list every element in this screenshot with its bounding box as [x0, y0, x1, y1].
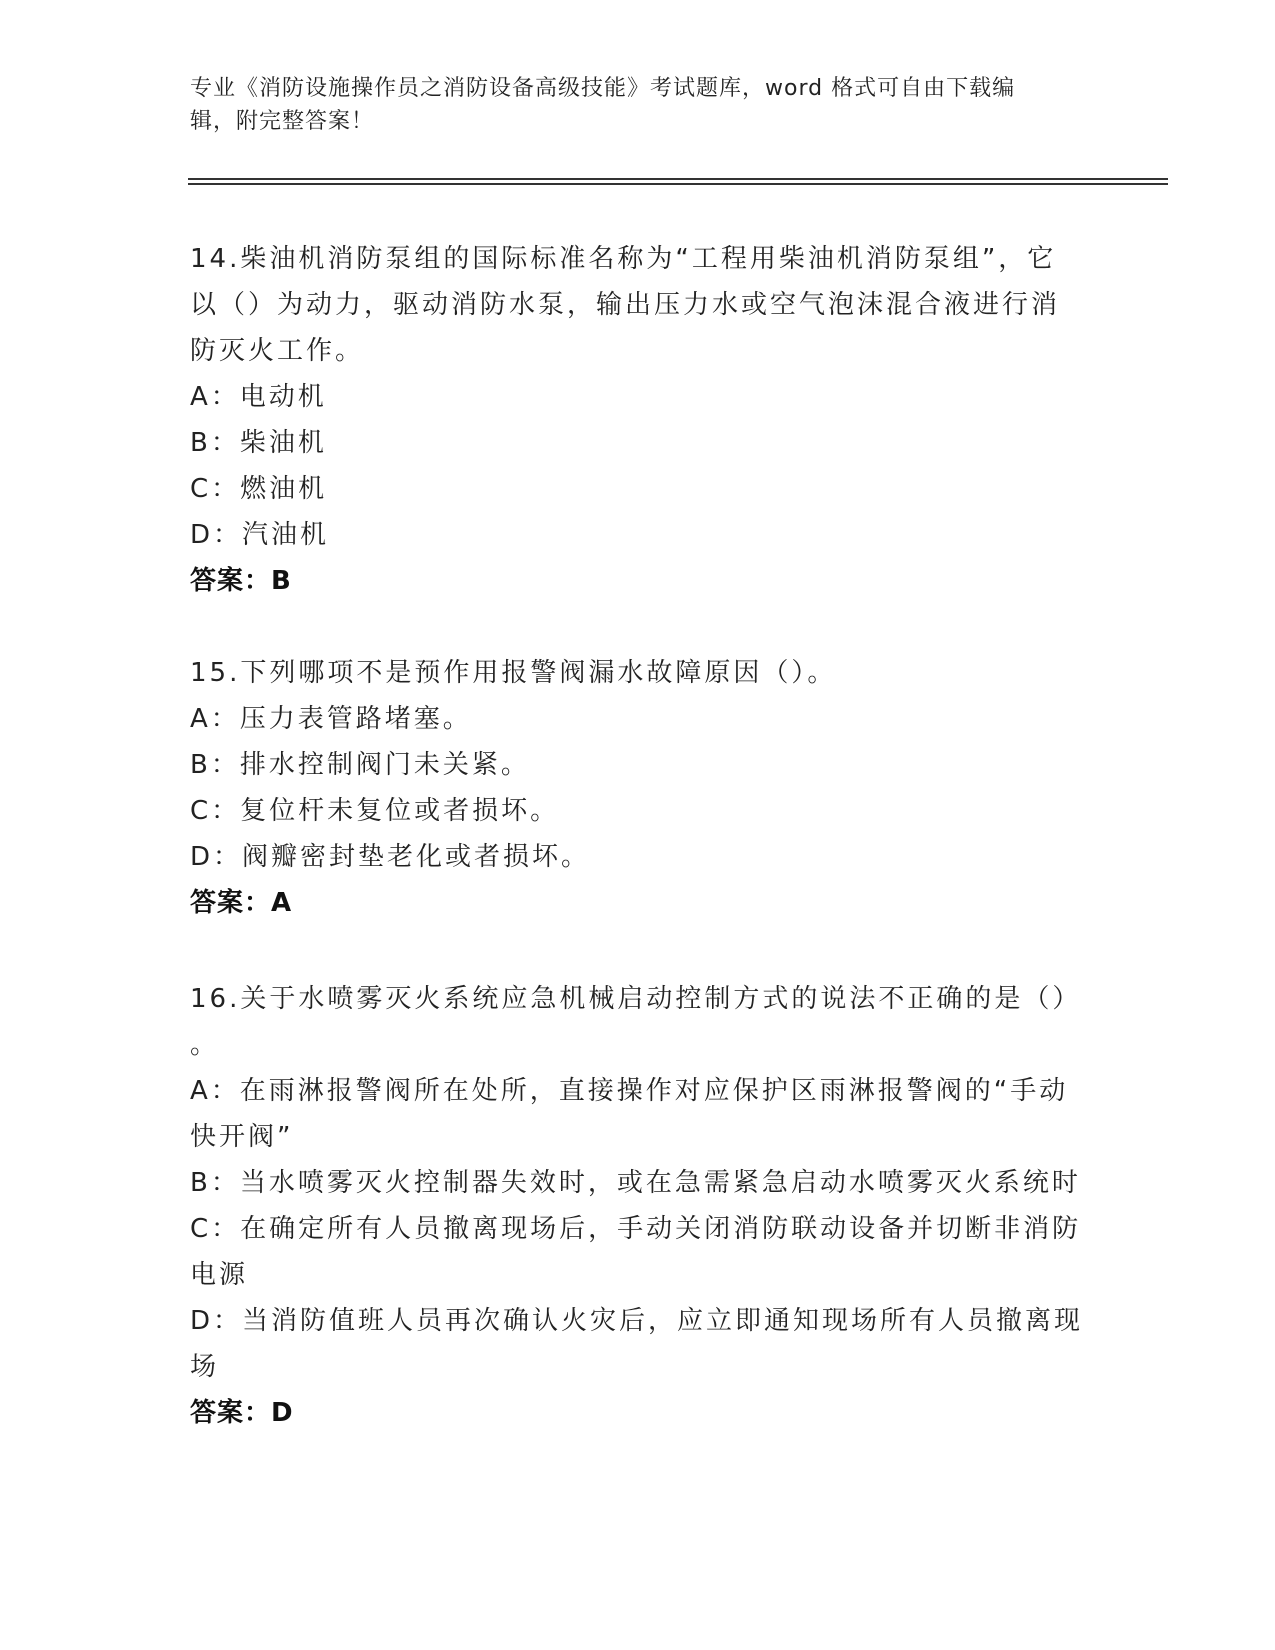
question-15: [190, 650, 1090, 926]
header-divider-top: [188, 178, 1168, 180]
header-line-2: 辑，附完整答案！: [190, 109, 375, 134]
option-b: B：柴油机: [190, 428, 327, 458]
option-d: D：当消防值班人员再次确认火灾后，应立即通知现场所有人员撤离现: [190, 1306, 1084, 1336]
option-c: C：复位杆未复位或者损坏。: [190, 796, 560, 826]
question-16: [190, 976, 1090, 1436]
option-a: A：在雨淋报警阀所在处所，直接操作对应保护区雨淋报警阀的“手动: [190, 1076, 1069, 1106]
option-a-continued: 快开阀”: [190, 1122, 294, 1152]
option-c: C：在确定所有人员撤离现场后，手动关闭消防联动设备并切断非消防: [190, 1214, 1082, 1244]
header-line-1: 专业《消防设施操作员之消防设备高级技能》考试题库，word 格式可自由下载编: [190, 76, 1016, 101]
question-text-line: 。: [190, 1030, 220, 1060]
question-text-line: 防灭火工作。: [190, 336, 365, 366]
option-d: D：汽油机: [190, 520, 330, 550]
question-text-line: 15.下列哪项不是预作用报警阀漏水故障原因（）。: [190, 658, 837, 688]
option-b: B：当水喷雾灭火控制器失效时，或在急需紧急启动水喷雾灭火系统时: [190, 1168, 1081, 1198]
option-d-continued: 场: [190, 1352, 220, 1382]
answer-label: 答案：A: [190, 888, 293, 918]
option-c: C：燃油机: [190, 474, 328, 504]
question-14: [190, 236, 1090, 604]
answer-label: 答案：B: [190, 566, 292, 596]
option-a: A：电动机: [190, 382, 327, 412]
option-a: A：压力表管路堵塞。: [190, 704, 472, 734]
option-d: D：阀瓣密封垫老化或者损坏。: [190, 842, 591, 872]
question-text-line: 14.柴油机消防泵组的国际标准名称为“工程用柴油机消防泵组”，它: [190, 244, 1057, 274]
answer-label: 答案：D: [190, 1398, 294, 1428]
header-divider-bottom: [188, 183, 1168, 185]
question-text-line: 以（）为动力，驱动消防水泵，输出压力水或空气泡沫混合液进行消: [190, 290, 1061, 320]
option-b: B：排水控制阀门未关紧。: [190, 750, 530, 780]
question-text-line: 16.关于水喷雾灭火系统应急机械启动控制方式的说法不正确的是（）: [190, 984, 1082, 1014]
option-c-continued: 电源: [190, 1260, 249, 1290]
document-header: [190, 72, 1090, 138]
